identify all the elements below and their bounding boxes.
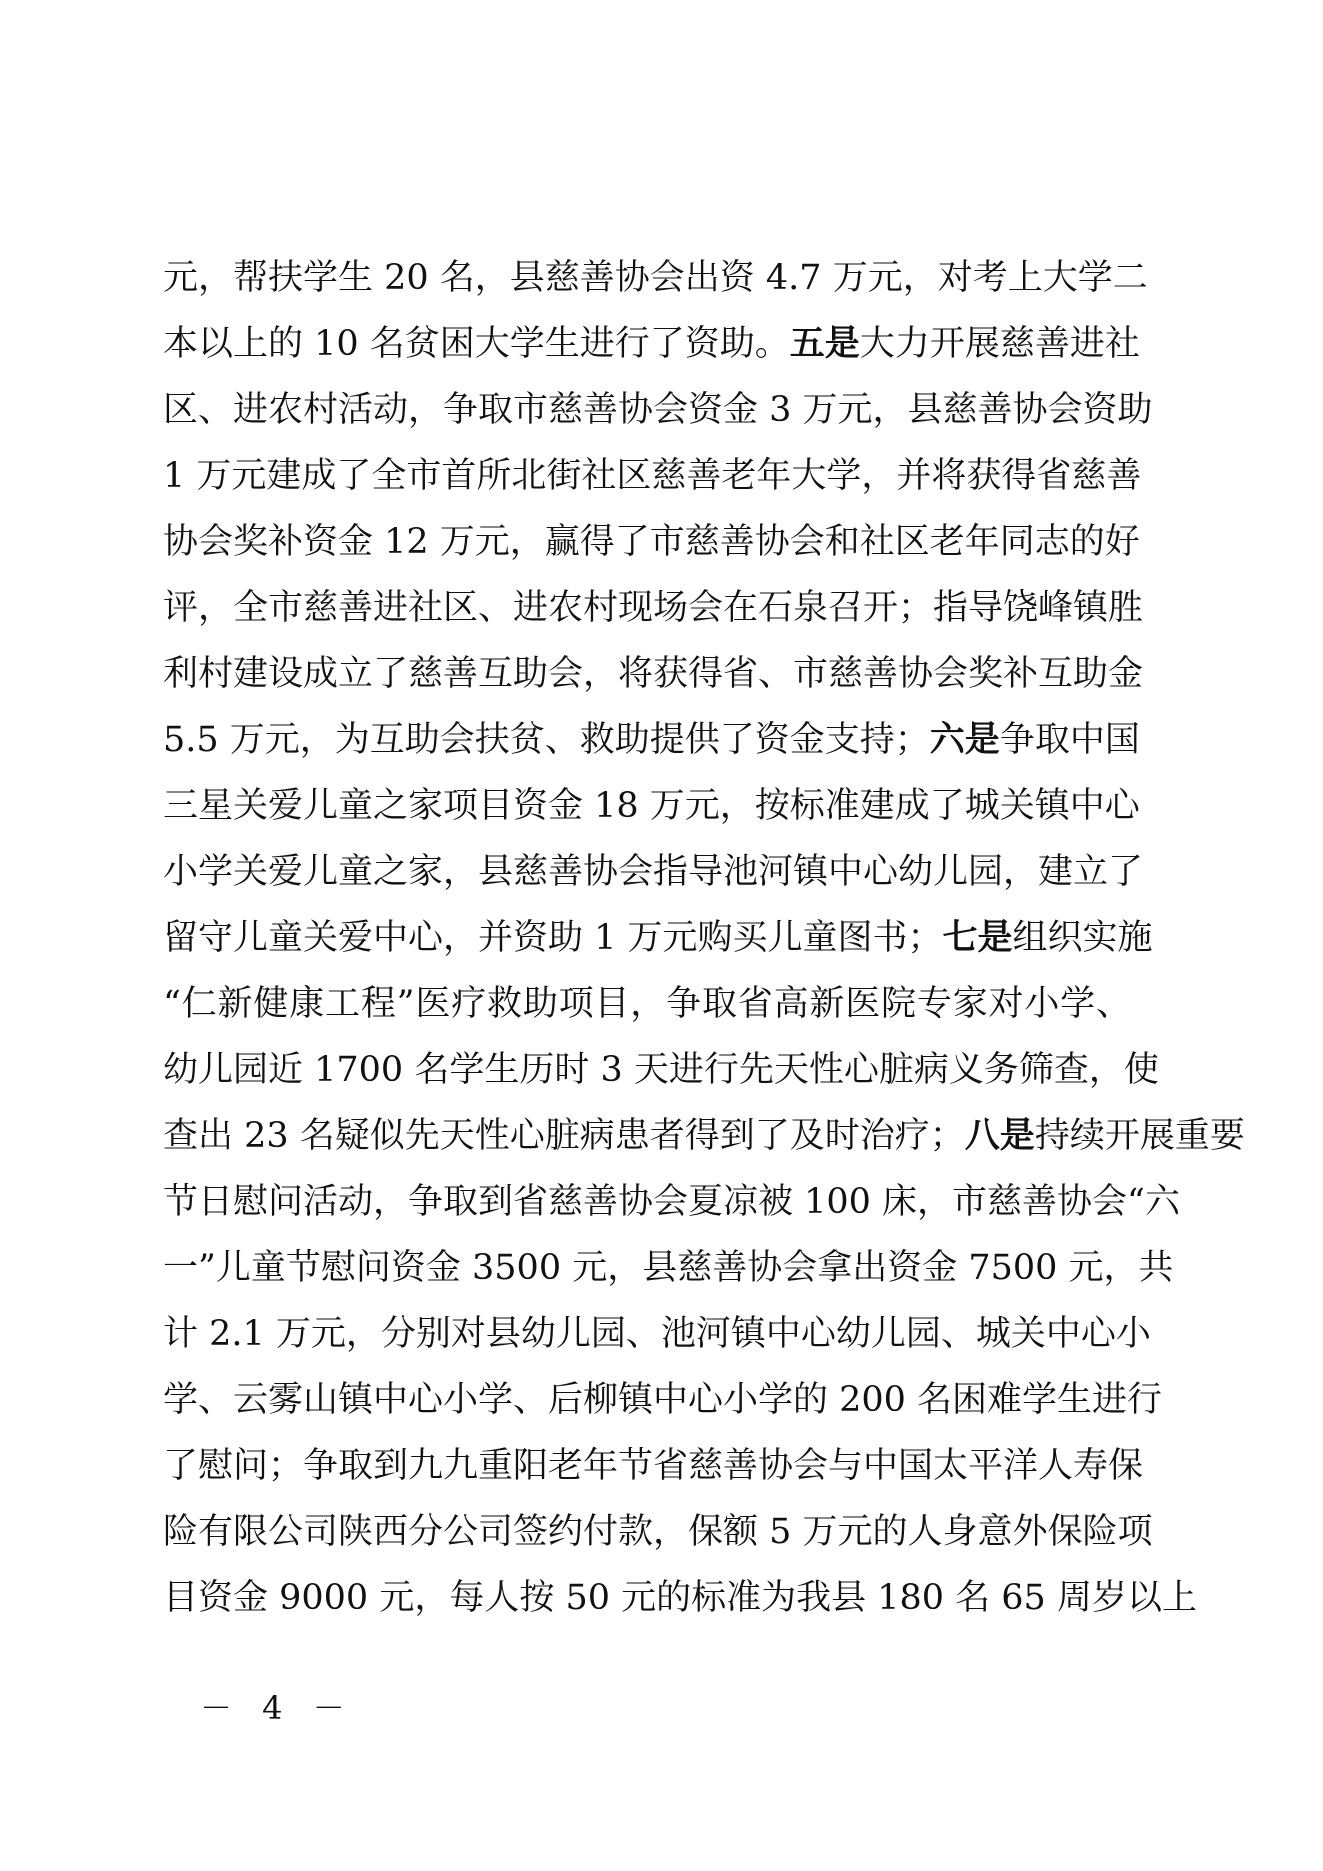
text-line [163,311,1140,377]
text-run: 组织实施 [1012,918,1153,958]
text-run: 持续开展重要 [1034,1116,1245,1156]
text-run: 大力开展慈善进社 [859,324,1140,364]
text-run: 一”儿童节慰问资金 3500 元，县慈善协会拿出资金 7500 元，共 [163,1248,1174,1288]
text-line [163,1499,1153,1565]
text-run: 利村建设成立了慈善互助会，将获得省、市慈善协会奖补互助金 [163,654,1144,694]
text-line [163,1103,1245,1169]
text-run: 协会奖补资金 12 万元，赢得了市慈善协会和社区老年同志的好 [163,522,1140,562]
text-line [163,509,1140,575]
text-run: 评，全市慈善进社区、进农村现场会在石泉召开；指导饶峰镇胜 [163,588,1144,628]
text-run: 学、云雾山镇中心小学、后柳镇中心小学的 200 名困难学生进行 [163,1380,1163,1420]
text-line [163,905,1153,971]
text-line [163,1169,1180,1235]
bold-lead-phrase: 七是 [942,918,1013,958]
text-line [163,1235,1174,1301]
text-line [163,839,1144,905]
text-run: 节日慰问活动，争取到省慈善协会夏凉被 100 床，市慈善协会“六 [163,1182,1180,1222]
text-line [163,971,1131,1037]
text-line [163,707,1140,773]
text-line [163,575,1144,641]
bold-lead-phrase: 八是 [964,1116,1035,1156]
text-line [163,1367,1163,1433]
text-line [163,1433,1144,1499]
text-line [163,245,1148,311]
page-number: － 4 － [200,1689,355,1727]
text-line [163,1301,1151,1367]
bold-lead-phrase: 六是 [929,720,1000,760]
text-line [163,1565,1197,1631]
body-text [163,245,1245,1631]
text-run: 5.5 万元，为互助会扶贫、救助提供了资金支持； [163,720,930,760]
bold-lead-phrase: 五是 [789,324,860,364]
text-line [163,443,1142,509]
text-run: 元，帮扶学生 20 名，县慈善协会出资 4.7 万元，对考上大学二 [163,258,1148,298]
text-run: 争取中国 [999,720,1140,760]
text-run: “仁新健康工程”医疗救助项目，争取省高新医院专家对小学、 [163,984,1131,1024]
text-run: 区、进农村活动，争取市慈善协会资金 3 万元，县慈善协会资助 [163,390,1153,430]
text-line [163,773,1140,839]
text-run: 三星关爱儿童之家项目资金 18 万元，按标准建成了城关镇中心 [163,786,1140,826]
text-line [163,1037,1159,1103]
text-run: 查出 23 名疑似先天性心脏病患者得到了及时治疗； [163,1116,965,1156]
text-run: 幼儿园近 1700 名学生历时 3 天进行先天性心脏病义务筛查，使 [163,1050,1159,1090]
text-line [163,641,1144,707]
text-run: 小学关爱儿童之家，县慈善协会指导池河镇中心幼儿园，建立了 [163,852,1144,892]
text-run: 1 万元建成了全市首所北街社区慈善老年大学，并将获得省慈善 [163,456,1142,496]
text-run: 了慰问；争取到九九重阳老年节省慈善协会与中国太平洋人寿保 [163,1446,1144,1486]
text-run: 目资金 9000 元，每人按 50 元的标准为我县 180 名 65 周岁以上 [163,1578,1197,1618]
text-run: 险有限公司陕西分公司签约付款，保额 5 万元的人身意外保险项 [163,1512,1153,1552]
text-run: 本以上的 10 名贫困大学生进行了资助。 [163,324,790,364]
text-run: 计 2.1 万元，分别对县幼儿园、池河镇中心幼儿园、城关中心小 [163,1314,1151,1354]
text-run: 留守儿童关爱中心，并资助 1 万元购买儿童图书； [163,918,943,958]
text-line [163,377,1153,443]
